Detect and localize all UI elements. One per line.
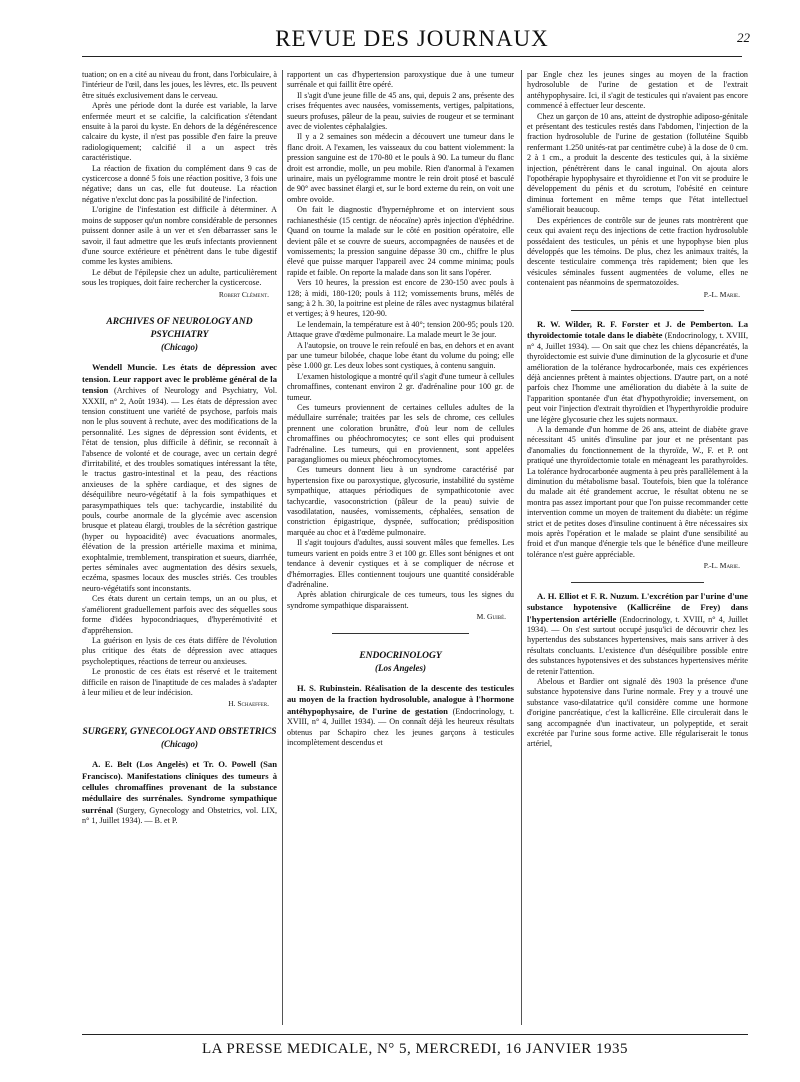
article-abstract <box>527 591 748 677</box>
column-rule <box>282 70 283 1025</box>
paragraph: Ces états durent un certain temps, un an ou plus, et s'améliorent graduellement parfois avec des séquelles sous forme d'idées hypocondriaques, d'hyperémotivité et d'appréhension. <box>82 594 277 635</box>
author-signature: P.-L. Marie. <box>703 561 740 571</box>
paragraph: Abelous et Bardier ont signalé dès 1903 la présence d'une substance hypotensive dans l'urine normale. Frey y a trouvé une substance vaso-dilatatrice qu'il considère comme une hormone d'origine pancréatique, c'est la kallicréine. Elle circulerait dans le sang accompagnée d'un inactivateur, un polypeptide, et serait excrétée par l'urine sous forme active. Elle régulariserait le tonus artériel, <box>527 676 748 749</box>
article-heading: A. E. Belt (Los Angelès) et Tr. O. Powell (San Francisco). Manifestations cliniques des tumeurs à cellules chromaffines provenant de la substance médullaire des surrénales. Syndrome sympathique surrénal <box>82 759 277 815</box>
paragraph: A l'autopsie, on trouve le rein refoulé en bas, en dehors et en avant par une tumeur bilobée, chaque lobe étant du volume du poing; elle pèse 1.000 gr. Les deux lobes sont cystiques, à contenu sanguin. <box>287 340 514 371</box>
article-heading: R. W. Wilder, R. F. Forster et J. de Pemberton. La thyroïdectomie totale dans le diabète <box>527 318 748 341</box>
paragraph: par Engle chez les jeunes singes au moyen de la fraction hydrosoluble de l'urine de gestation et de l'extrait antéhypophysaire. Ici, il s'agit de testicules qui n'avaient pas encore commencé à effectuer leur descente. <box>527 70 748 111</box>
paragraph: On fait le diagnostic d'hypernéphrome et on intervient sous rachianesthésie (15 centigr. de néocaïne) après injection d'éphédrine. Quand on tourne la malade sur le côté en position opératoire, elle devient pâle et se couvre de sueurs, accompagnées de nausées et de vomissements; la pression sanguine dépasse 30 cm., chiffre le plus élevé que puisse marquer l'appareil avec 24 comme minima; pouls rapide et faible. On reporte la malade dans son lit sans l'opérer. <box>287 205 514 277</box>
section-divider <box>332 633 468 634</box>
paragraph: Le début de l'épilepsie chez un adulte, particulièrement sous les tropiques, doit faire rechercher la cysticercose. <box>82 267 277 288</box>
paragraph: Ces tumeurs donnent lieu à un syndrome caractérisé par hypertension fixe ou paroxystique, glycosurie, instabilité du système sympathique, attaques périodiques de sympathicotonie avec tachycardie, vasoconstriction (pâleur de la peau) suivie de vasodilatation, nausées, vomissements, céphalées, sensation de constriction épigastrique, dyspnée, suffocation; prédisposition marquée au choc et à l'œdème pulmonaire. <box>287 465 514 537</box>
article-abstract <box>82 362 277 594</box>
article-text: (Archives of Neurology and Psychiatry, Vol. XXXII, n° 2, Août 1934). — Les états de dépression avec tension constituent une variété de psychose, parfois mais non le plus souvent à rechute, avec des modifications de la personnalité. Les signes de dépression sont évidents, et l'état de tension, plus difficile à définir, se reconnaît à l'absence de volonté et de courage, avec un certain degré d'irritabilité, et des troubles somatiques intéressant la tête, le tractus gastro-intestinal et la peau, des réactions anxieuses de la sphère cardiaque, et des signes de déséquilibre neuro-végétatif à la fois sympathiques et parasympathiques tels que: tachycardie, instabilité du pouls, courbe anormale de la glycémie avec ascension brusque et plateau élargi, troubles de la sécrétion gastrique (hyper ou hypoacidité) avec évacuations anormales, élévation de la pression artérielle maxima et minima, exophtalmie, tremblement, transpiration et sueurs, diarrhée, pertes séminales avec augmentation des désirs sexuels, eczéma, spasmes locaux des muscles striés. Ces troubles neuro-végétatifs sont inconstants. <box>82 386 277 593</box>
page-footer <box>82 1034 748 1065</box>
article-abstract <box>287 683 514 748</box>
paragraph: Le pronostic de ces états est réservé et le traitement difficile en raison de l'inaptitude de ces malades à s'adapter à leur milieu et de leur indécision. <box>82 667 277 697</box>
paragraph: Chez un garçon de 10 ans, atteint de dystrophie adiposo-génitale et présentant des testicules restés dans l'abdomen, l'injection de la fraction hydrosoluble de l'urine de gestation (follutéine Squibb renfermant 1.250 unités-rat par centimètre cube) à la dose de 0 cm. 2 à 1 cm., a produit la descente des testicules qui, à la sixième injection, pénétrèrent dans le canal inguinal. On ajouta alors l'opothérapie hypophysaire et thyroïdienne et l'on vit se produire le développement du pénis et du scrotum, l'obésité en ceinture diminua fortement en même temps que l'état intellectuel s'améliorait beaucoup. <box>527 111 748 215</box>
journal-city: (Los Angeles) <box>375 662 426 673</box>
section-divider <box>571 582 704 583</box>
paragraph: Il s'agit d'une jeune fille de 45 ans, qui, depuis 2 ans, présente des crises fréquentes avec nausées, vomissements, vertiges, palpitations, sueurs profuses, pâleur de la peau, suivies de rougeur et se terminant avec de violentes céphalalgies. <box>287 90 514 132</box>
footer-text: LA PRESSE MEDICALE, N° 5, MERCREDI, 16 JANVIER 1935 <box>201 1041 629 1057</box>
journal-section-heading: SURGERY, GYNECOLOGY AND OBSTETRICS <box>82 726 277 737</box>
article-abstract <box>527 319 748 425</box>
column-1 <box>82 70 277 1030</box>
paragraph: Vers 10 heures, la pression est encore de 230-150 avec pouls à 128; à midi, 180-120; pouls à 112; vomissements bruns, mêlés de sang; à 2 h. 30, la poitrine est pleine de râles avec nystagmus bilatéral et vertiges; à 9 heures, 120-90. <box>287 278 514 319</box>
paragraph: Il y a 2 semaines son médecin a découvert une tumeur dans le flanc droit. A l'examen, les vaisseaux du cou battent violemment: la pression sanguine est de 170-80 et le pouls à 90. La tumeur du flanc droit est arrondie, molle, un peu mobile. Rien d'anormal à l'examen urinaire, mais un pyélogramme montre le rein droit ptosé et basculé de 90° avec bassinet élargi et, sur le bord externe du rein, on voit une ombre ovoïde. <box>287 132 514 204</box>
author-signature: M. Guibé. <box>476 612 506 622</box>
page-number: 22 <box>737 30 750 45</box>
journal-section-heading: ARCHIVES OF NEUROLOGY AND PSYCHIATRY <box>106 316 253 340</box>
author-signature: H. Schaeffer. <box>228 699 269 709</box>
column-rule <box>521 70 522 1025</box>
paragraph: Après ablation chirurgicale de ces tumeurs, tous les signes du syndrome sympathique disparaissent. <box>287 590 514 610</box>
journal-city: (Chicago) <box>161 738 198 749</box>
paragraph: Des expériences de contrôle sur de jeunes rats montrèrent que ceux qui avaient reçu des injections de cette fraction hydrosoluble possédaient des testicules, un pénis et une hypophyse bien plus développés que les témoins. De plus, chez les animaux traités, la descente testiculaire commença très rapidement; bien que les vésicules séminales fussent augmentées de volume, elles ne contenaient pas néanmoins de spermatozoïdes. <box>527 215 748 288</box>
paragraph: L'origine de l'infestation est difficile à déterminer. A moins de supposer qu'un nombre considérable de personnes puissent donner asile à un ver et s'en débarrasser sans le savoir, il faut admettre que les œufs infectants proviennent d'une source extérieure et pénètrent dans le tube digestif comme les kystes amibiens. <box>82 205 277 267</box>
article-text: (Surgery, Gynecology and Obstetrics, vol. LIX, n° 1, Juillet 1934). — B. et P. <box>82 805 277 826</box>
page-header <box>82 24 750 57</box>
paragraph: Ces tumeurs proviennent de certaines cellules adultes de la médullaire surrénale; traitées par les sels de chrome, ces cellules prennent une coloration brunâtre, d'où leur nom de cellules chromaffines ou phéochromocytes; ce sont elles qui produisent l'adrénaline. Les tumeurs, qui en proviennent, sont appelées paragangliomes ou mieux phéochromocytomes. <box>287 403 514 465</box>
paragraph: La réaction de fixation du complément dans 9 cas de cysticercose a donné 5 fois une réaction positive, 3 fois une négative; dans un cas, elle fut douteuse. La réaction négative n'exclut donc pas la possibilité de l'infection. <box>82 163 277 204</box>
article-text: (Endocrinology, t. XVIII, n° 4, Juillet 1934). — On sait que chez les chiens dépancréatés, la thyroïdectomie est suivie d'une diminution de la glycosurie et d'une amélioration de la tolérance hydrocarbonée, mais ces expériences déjà anciennes prêtent à maintes objections. D'autre part, on a noté parfois chez l'homme une amélioration du diabète à la suite de l'apparition spontanée d'un état d'hypothyroïdie; inversement, on peut voir l'injection d'extrait thyroïdien et l'hyperthyroïdie produire une légère glycosurie chez les sujets normaux. <box>527 331 748 424</box>
article-heading: Wendell Muncie. Les états de dépression avec tension. Leur rapport avec le problème général de la tension <box>82 362 277 396</box>
article-abstract <box>82 759 277 826</box>
article-heading: A. H. Elliot et F. R. Nuzum. L'excrétion par l'urine d'une substance hypotensive (Kallicréine de Frey) dans l'hypertension artérielle <box>527 590 748 624</box>
paragraph: rapportent un cas d'hypertension paroxystique due à une tumeur surrénale et qui faillit être opéré. <box>287 70 514 90</box>
article-text: (Endocrinology, t. XVIII, n° 4, Juillet 1934). — On connaît déjà les heureux résultats obtenus par Schapiro chez les jeunes garçons à testicules incomplètement descendus et <box>287 706 514 747</box>
column-2 <box>287 70 514 1030</box>
author-signature: P.-L. Marie. <box>703 289 740 299</box>
journal-section-heading: ENDOCRINOLOGY <box>359 650 442 661</box>
paragraph: Le lendemain, la température est à 40°; tension 200-95; pouls 120. Attaque grave d'œdème pulmonaire. La malade meurt le 3e jour. <box>287 319 514 340</box>
paragraph: L'examen histologique a montré qu'il s'agit d'une tumeur à cellules chromaffines, contenant environ 2 gr. d'adrénaline pour 100 gr. de tumeur. <box>287 371 514 402</box>
journal-title: REVUE DES JOURNAUX <box>275 26 549 51</box>
author-signature: Robert Clément. <box>218 289 269 299</box>
paragraph: La guérison en lysis de ces états diffère de l'évolution plus critique des états de dépression avec attaques psycholeptiques, réactions de terreur ou anxieuses. <box>82 635 277 666</box>
journal-city: (Chicago) <box>161 341 198 352</box>
paragraph: A la demande d'un homme de 26 ans, atteint de diabète grave nécessitant 45 unités d'insuline par jour et ne présentant pas d'anomalies du fonctionnement de la thyroïde, W., F. et P. ont pratiqué une thyroïdectomie totale en ménageant les parathyroïdes. La tolérance hydrocarbonée augmenta à peu près parallèlement à la diminution du métabolisme basal. Toutefois, bien que la tolérance du malade ait été grandement accrue, le résultat obtenu ne se montra pas assez important pour que l'on puisse recommander cette intervention comme un moyen de traitement du diabète: un régime strict et de petites doses d'insuline continuent à être nécessaires six mois après l'opération et le malade se plaint d'une sensibilité au froid et d'un manque d'énergie tels que le bénéfice d'une meilleure tolérance n'est guère appréciable. <box>527 425 748 559</box>
article-heading: H. S. Rubinstein. Réalisation de la descente des testicules au moyen de la fraction hydrosoluble, analogue à l'hormone antéhypophysaire, de l'urine de gestation <box>287 682 514 716</box>
paragraph: Après une période dont la durée est variable, la larve enfermée meurt et se calcifie, la calcification s'étendant ensuite à la paroi du kyste. En dehors de la dégénérescence calcaire du kyste, il n'est pas possible d'en faire la preuve radiologiquement; calcifié il a un aspect très caractéristique. <box>82 101 277 163</box>
section-divider <box>571 310 704 311</box>
paragraph: tuation; on en a cité au niveau du front, dans l'orbiculaire, à l'intérieur de l'œil, dans les joues, les lèvres, etc. Ils peuvent être situés exclusivement dans le cerveau. <box>82 70 277 100</box>
column-3 <box>527 70 748 1030</box>
paragraph: Il s'agit toujours d'adultes, aussi souvent mâles que femelles. Les tumeurs varient en poids entre 3 et 100 gr. Elles sont bénignes et ont tendance à devenir cystiques et à se compliquer de nécrose et d'hémorragies. Elles contiennent toujours une quantité considérable d'adrénaline. <box>287 538 514 589</box>
article-text: (Endocrinology, t. XVIII, n° 4, Juillet 1934). — On s'est surtout occupé jusqu'ici de découvrir chez les hypertendus des substances hypertensives, mais sans arriver à des résultats concluants. L'existence d'un déséquilibre possible entre des substances hypotensives et des substances hypertensives mérite de retenir l'attention. <box>527 614 748 676</box>
